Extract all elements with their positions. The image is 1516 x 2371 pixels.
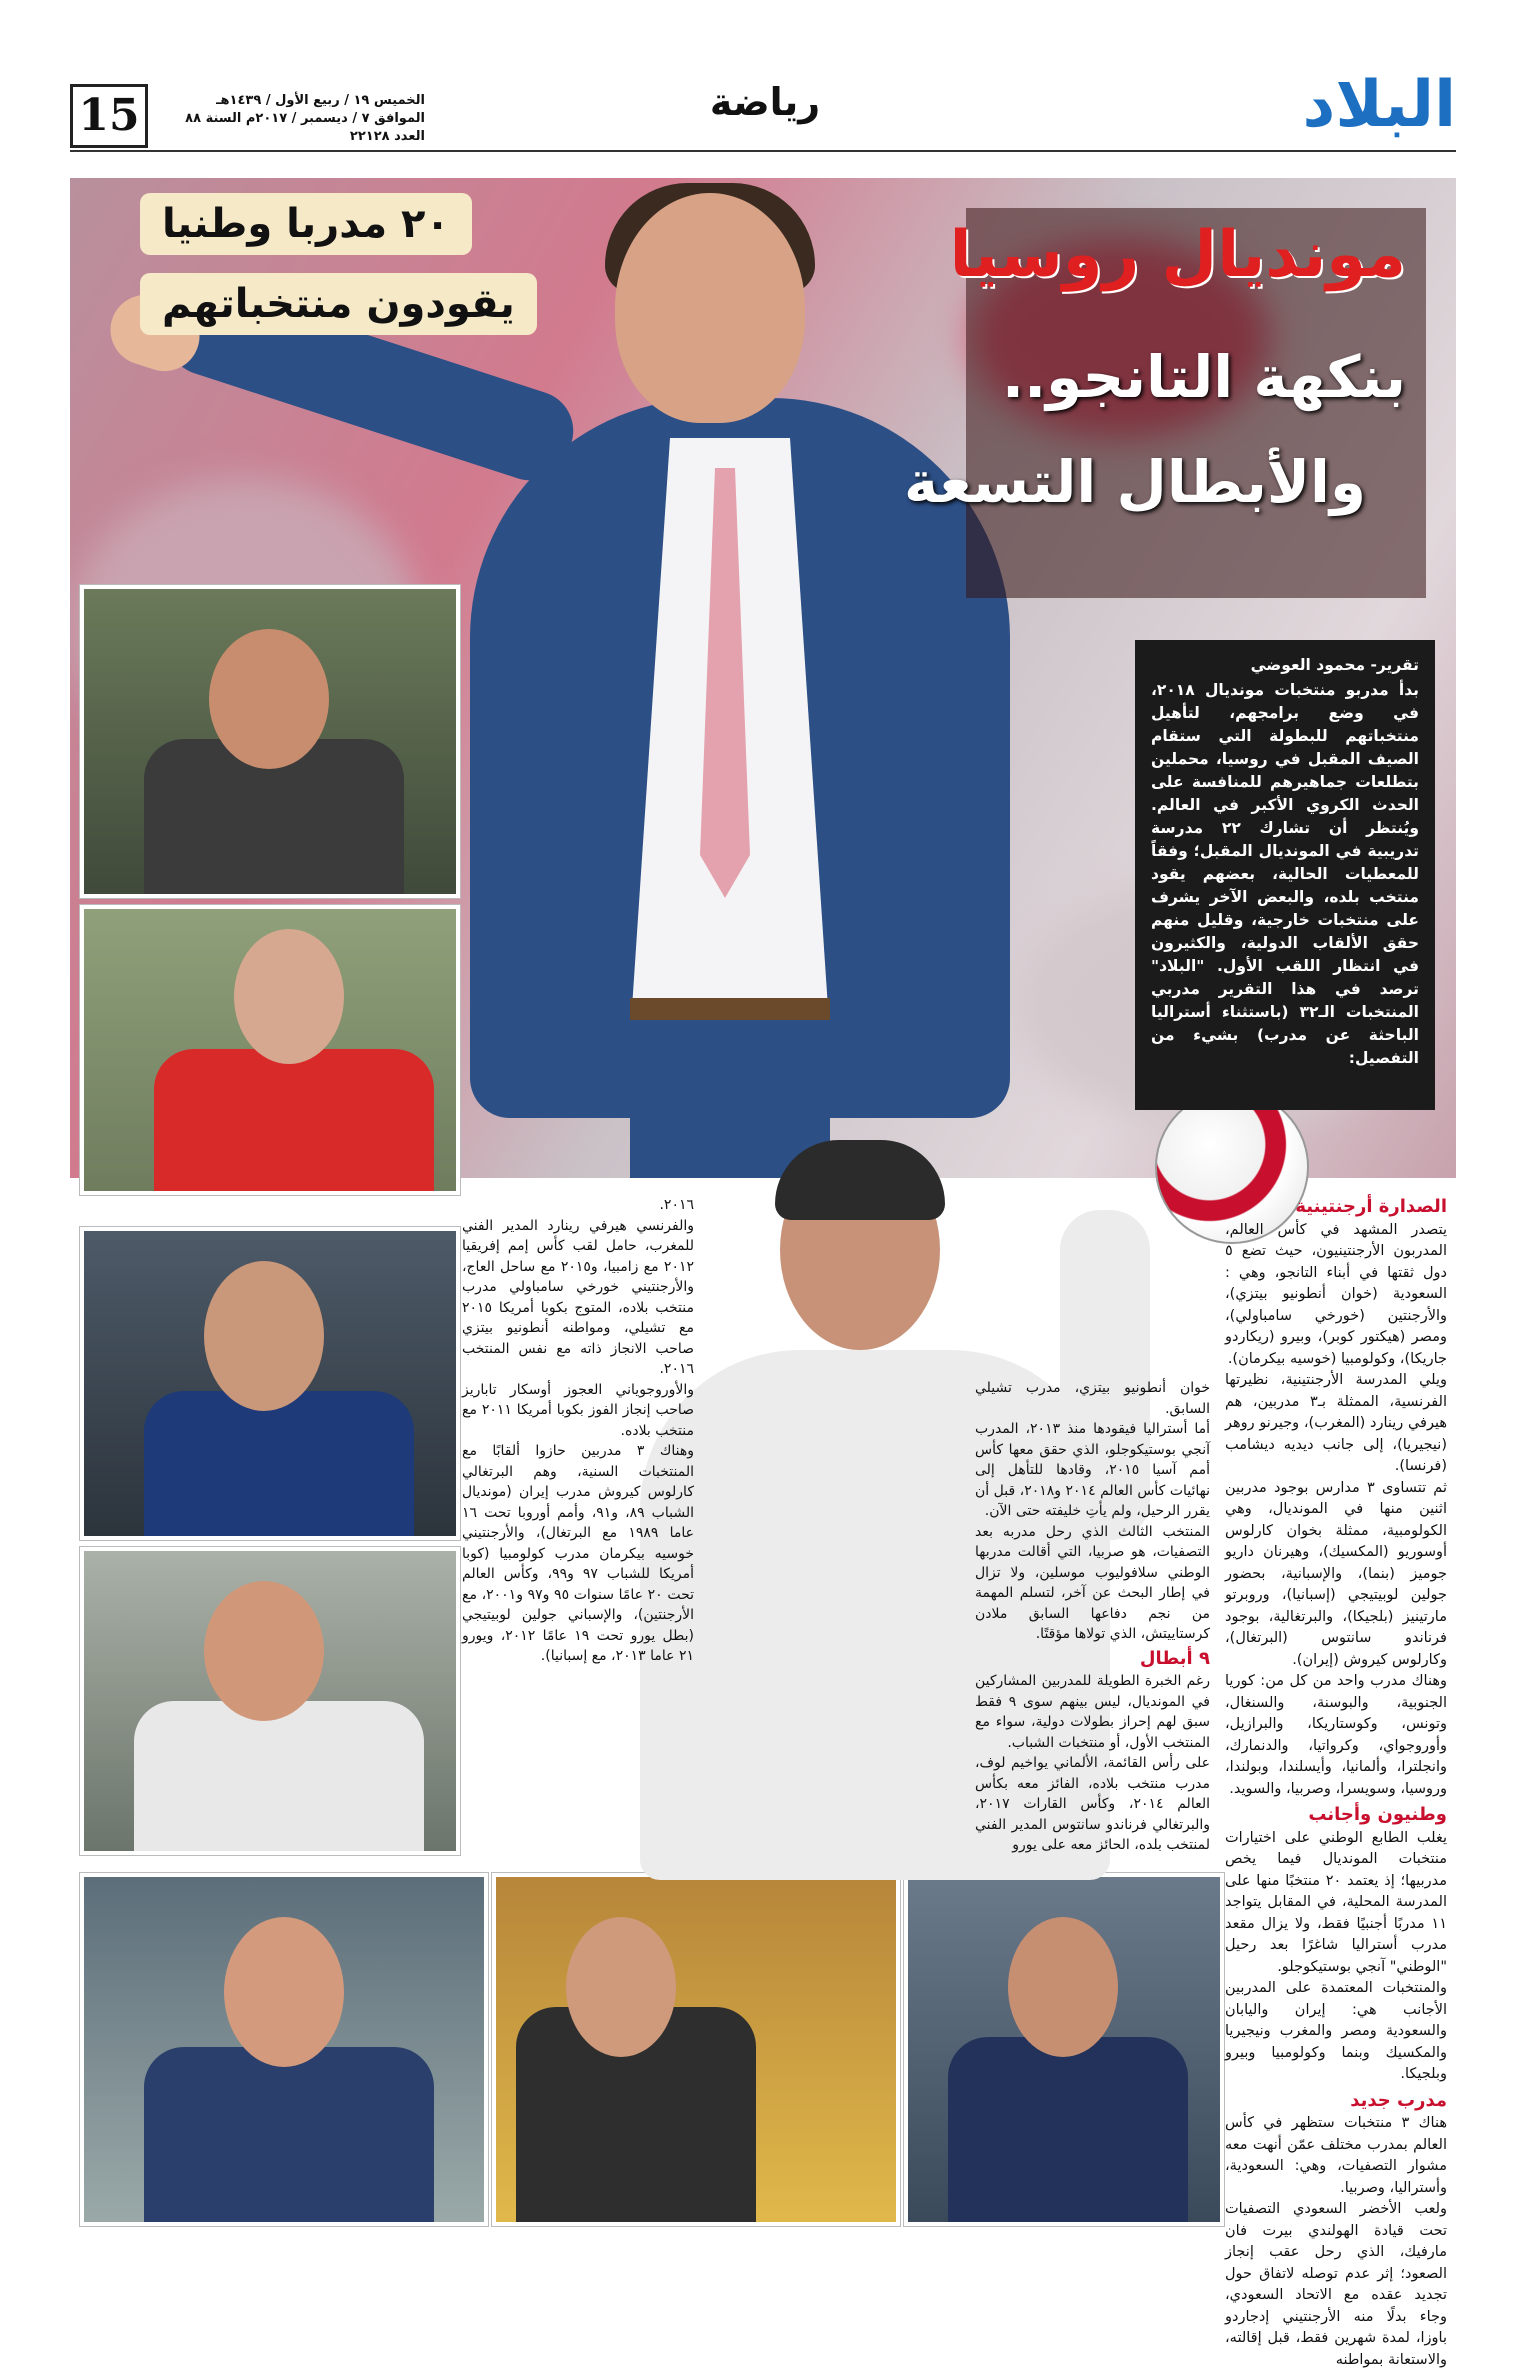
date-hijri: الخميس ١٩ / ربيع الأول / ١٤٣٩هـ: [216, 93, 425, 108]
subheadline-1: ٢٠ مدربا وطنيا: [140, 193, 472, 255]
subheading: الصدارة أرجنتينية: [1295, 1196, 1447, 1217]
paragraph: هناك ٣ منتخبات ستظهر في كأس العالم بمدرب مختلف عمّن أنهت معه مشوار التصفيات، وهي: السعودية، وأستراليا، وصربيا.: [1225, 2115, 1447, 2196]
paragraph: ولعب الأخضر السعودي التصفيات تحت قيادة الهولندي بيرت فان مارفيك، الذي رحل عقب إنجاز الصعود؛ إثر عدم توصله لاتفاق حول تجديد عقده مع الاتحاد السعودي، وجاء بدلًا منه الأرجنتيني إدجاردو باوزا، لمدة شهرين فقط، قبل إقالته، والاستعانة بمواطنه: [1225, 2201, 1447, 2368]
coach-body: [144, 1391, 414, 1540]
paragraph: ٢٠١٦.: [659, 1197, 694, 1213]
subheading: وطنيون وأجانب: [1308, 1804, 1447, 1825]
paragraph: رغم الخبرة الطويلة للمدربين المشاركين في المونديال، ليس بينهم سوى ٩ فقط سبق لهم إحراز بطولات دولية، سواء مع المنتخب الأول، أو منتخبات الشباب.: [975, 1673, 1210, 1751]
coach-body: [948, 2037, 1188, 2226]
byline: تقرير- محمود العوضي: [1250, 656, 1419, 674]
coach-belt: [630, 998, 830, 1020]
date-block: [165, 92, 425, 146]
article-column-middle: [975, 1378, 1210, 1856]
coach-photo-sampaoli-chile: [80, 585, 460, 898]
headline-line-3: والأبطال التسعة: [904, 448, 1366, 516]
coach-head: [209, 629, 329, 769]
subheading: ٩ أبطال: [1139, 1647, 1210, 1669]
coach-photo-pekerman-colombia: [492, 1873, 900, 2226]
paragraph: ويلي المدرسة الأرجنتينية، نظيرتها الفرنسية، الممثلة بـ٣ مدربين، هم هيرفي رينارد (المغرب)، وجيرنو روهر (نيجيريا)، إلى جانب ديديه ديشامب (فرنسا).: [1225, 1372, 1448, 1474]
coach-hair: [775, 1140, 945, 1220]
coach-body: [134, 1701, 424, 1855]
paragraph: ثم تتساوى ٣ مدارس بوجود مدربين اثنين منها في المونديال، وهي الكولومبية، ممثلة بخوان كارلوس أوسوريو (المكسيك)، وهيرنان داريو جوميز (بنما)، والإسبانية، بحضور جولين لوبيتيجي (إسبانيا)، وروبرتو مارتينيز (بلجيكا)، والبرتغالية، بوجود فرناندو سانتوس (البرتغال)، وكارلوس كيروش (إيران).: [1225, 1479, 1447, 1668]
paragraph: وهناك ٣ مدربين حازوا ألقابًا مع المنتخبات السنية، وهم البرتغالي كارلوس كيروش مدرب إيران (مونديال الشباب ٨٩، و٩١، وأمم أوروبا تحت ١٦ عاما ١٩٨٩ مع البرتغال)، والأرجنتيني خوسيه بيكرمان مدرب كولومبيا (كوبا أمريكا للشباب ٩٧ و٩٩، وكأس العالم تحت ٢٠ عامًا سنوات ٩٥ و٩٧ و٢٠٠١، مع الأرجنتين)، والإسباني جولين لوبيتيجي (بطل يورو تحت ١٩ عامًا ٢٠١٢، ويورو ٢١ عاما ٢٠١٣، مع إسبانيا).: [462, 1443, 695, 1664]
coach-photo-cuper-egypt: [80, 905, 460, 1195]
coach-head: [615, 193, 805, 423]
coach-head: [234, 929, 344, 1064]
coach-photo-gareca-peru: [80, 1227, 460, 1540]
paragraph: على رأس القائمة، الألماني يواخيم لوف، مدرب منتخب بلاده، الفائز معه بكأس العالم ٢٠١٤، وكأس القارات ٢٠١٧، والبرتغالي فرناندو سانتوس المدير الفني لمنتخب بلده، الحائز معه على يورو: [975, 1755, 1211, 1853]
coach-head: [204, 1261, 324, 1411]
paragraph: والأوروجوياني العجوز أوسكار تاباريز صاحب إنجاز الفوز بكوبا أمريكا ٢٠١١ مع منتخب بلاده.: [462, 1381, 694, 1439]
paragraph: أما أستراليا فيقودها منذ ٢٠١٣، المدرب آنجي بوستيكوجلو، الذي حقق معها كأس أمم آسيا ٢٠١٥، وقادها للتأهل إلى نهائيات كأس العالم ٢٠١٤ و٢٠١٨، قبل أن يقرر الرحيل، ولم يأتِ خليفته حتى الآن.: [975, 1421, 1211, 1519]
paragraph: والمنتخبات المعتمدة على المدربين الأجانب هي: إيران واليابان والسعودية ومصر والمغرب ونيجيريا والمكسيك وبنما وكولومبيا وبيرو وبلجيكا.: [1225, 1980, 1447, 2082]
article-column-right: [1225, 1192, 1447, 2371]
article-column-left: [462, 1195, 694, 1667]
newspaper-masthead: البلاد: [1302, 68, 1456, 142]
date-gregorian: الموافق ٧ / ديسمبر / ٢٠١٧م السنة ٨٨ العدد ٢٢١٢٨: [185, 111, 425, 144]
coach-head: [566, 1917, 676, 2057]
coach-body: [154, 1049, 434, 1195]
page-number: 15: [70, 84, 148, 148]
paragraph: يتصدر المشهد في كأس العالم، المدربون الأرجنتينيون، حيث تضع ٥ دول ثقتها في أبناء التانجو، وهي : السعودية (خوان أنطونيو بيتزي)، والأرجنتين (خورخي سامباولي)، ومصر (هيكتور كوبر)، وبيرو (ريكاردو جاريكا)، وكولومبيا (خوسيه بيكرمان).: [1225, 1221, 1447, 1367]
paragraph: يغلب الطابع الوطني على اختيارات منتخبات المونديال فيما يخص مدربيها؛ إذ يعتمد ٢٠ منتخبًا منها على المدرسة المحلية، في المقابل يتواجد ١١ مدربًا أجنبيًا فقط، ولا يزال مقعد مدرب أستراليا شاغرًا بعد رحيل "الوطني" آنجي بوستيكوجلو.: [1225, 1829, 1448, 1975]
headline-line-2: بنكهة التانجو..: [1002, 343, 1406, 411]
header-rule: [70, 150, 1456, 152]
page-header: [0, 0, 1516, 170]
subheading: مدرب جديد: [1350, 2089, 1447, 2111]
coach-head: [224, 1917, 344, 2067]
coach-photo-deschamps-france: [80, 1873, 488, 2226]
coach-body: [144, 2047, 434, 2226]
headline-main: مونديال روسيا: [949, 218, 1406, 292]
paragraph: المنتخب الثالث الذي رحل مدربه بعد التصفيات، هو صربيا، التي أقالت مدربها الوطني سلافوليوب موسلين، ولا تزال في إطار البحث عن آخر، لتسلم المهمة من نجم دفاعها السابق ملادن كرستاييتش، الذي تولاها مؤقتًا.: [975, 1523, 1210, 1642]
coach-head: [1008, 1917, 1118, 2057]
paragraph: خوان أنطونيو بيتزي، مدرب تشيلي السابق.: [975, 1380, 1210, 1417]
subheadline-2: يقودون منتخباتهم: [140, 273, 537, 335]
intro-box: [1135, 640, 1435, 1110]
paragraph: وهناك مدرب واحد من كل من: كوريا الجنوبية، والبوسنة، والسنغال، وتونس، وكوستاريكا، والبرازيل، وأوروجواي، وكرواتيا، والدنمارك، وانجلترا، وألمانيا، وأيسلندا، وبولندا، وروسيا، وسويسرا، وصربيا، والسويد.: [1225, 1673, 1447, 1797]
paragraph: والفرنسي هيرفي رينارد المدير الفني للمغرب، حامل لقب كأس إمم إفريقيا ٢٠١٢ مع زامبيا، و٢٠١٥ مع ساحل العاج، والأرجنتيني خورخي سامباولي مدرب منتخب بلاده، المتوج بكوبا أمريكا ٢٠١٥ مع تشيلي، ومواطنه أنطونيو بيتزي صاحب الانجاز ذاته مع نفس المنتخب ٢٠١٦.: [462, 1217, 694, 1377]
coach-photo-rohr-nigeria: [80, 1547, 460, 1855]
coach-head: [204, 1581, 324, 1721]
intro-text: بدأ مدربو منتخبات مونديال ٢٠١٨، في وضع برامجهم، لتأهيل منتخباتهم للبطولة التي ستقام الصيف المقبل في روسيا، محملين بتطلعات جماهيرهم للمنافسة على الحدث الكروي الأكبر في العالم. ويُنتظر أن تشارك ٢٢ مدرسة تدريبية في المونديال المقبل؛ وفقاً للمعطيات الحالية، بعضهم يقود منتخب بلده، والبعض الآخر يشرف على منتخبات خارجية، وقليل منهم حقق الألقاب الدولية، والكثيرون في انتظار اللقب الأول. "البلاد" ترصد في هذا التقرير مدربي المنتخبات الـ٣٢ (باستثناء أستراليا الباحثة عن مدرب) بشيء من التفصيل:: [1151, 681, 1419, 1067]
coach-photo-tite-brazil: [904, 1873, 1224, 2226]
section-title: رياضة: [709, 80, 821, 124]
